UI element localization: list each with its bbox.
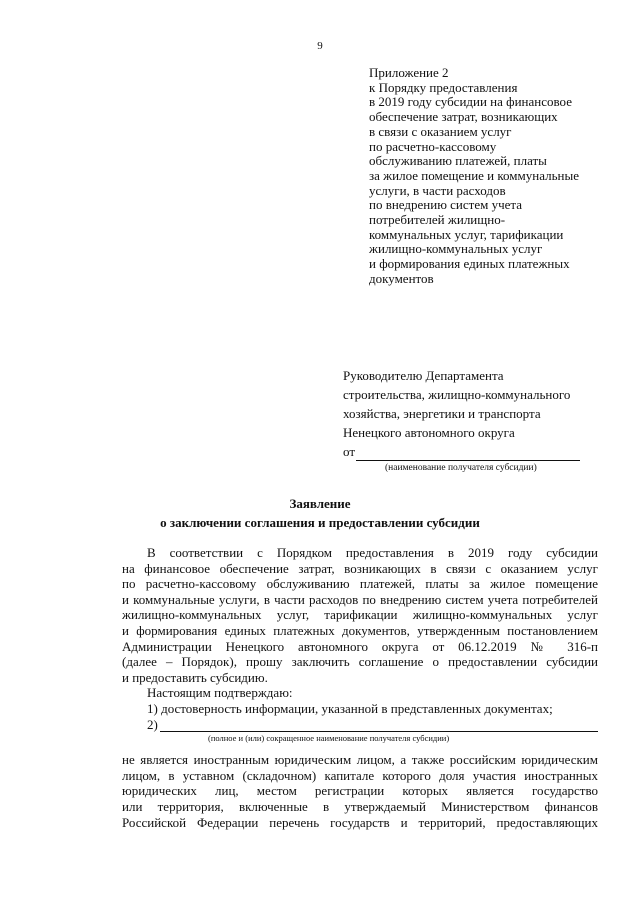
appendix-line: в 2019 году субсидии на финансовое: [369, 94, 572, 110]
appendix-line: Приложение 2: [369, 65, 449, 80]
appendix-line: обеспечение затрат, возникающих: [369, 109, 558, 125]
item-1: 1) достоверность информации, указанной в представленных документах;: [147, 700, 553, 716]
appendix-line: в связи с оказанием услуг: [369, 123, 512, 139]
paragraph-line: Администрации Ненецкого автономного округа от 06.12.2019 № 316-п: [122, 638, 598, 654]
from-caption: (наименование получателя субсидии): [385, 463, 537, 473]
appendix-header: [369, 66, 609, 287]
paragraph-line: и коммунальные услуги, в части расходов по внедрению систем учета потребителей: [122, 591, 598, 607]
from-label: от: [343, 444, 356, 459]
paragraph-line: лицом, в уставном (складочном) капитале которого доля участия иностранных: [122, 767, 598, 783]
addressee-line: Ненецкого автономного округа: [343, 425, 515, 440]
title-line-2: о заключении соглашения и предоставлении субсидии: [160, 515, 480, 530]
paragraph-line: (далее – Порядок), прошу заключить соглашение о предоставлении субсидии: [122, 654, 598, 670]
appendix-line: обслуживанию платежей, платы: [369, 153, 547, 169]
appendix-line: за жилое помещение и коммунальные: [369, 167, 579, 183]
title-line-1: Заявление: [289, 496, 351, 511]
paragraph-line: по расчетно-кассовому обслуживанию платежей, платы за жилое помещение: [122, 576, 598, 592]
appendix-line: потребителей жилищно-: [369, 212, 506, 228]
paragraph-line: и предоставить субсидию.: [122, 669, 268, 685]
appendix-line: жилищно-коммунальных услуг: [369, 241, 543, 257]
paragraph-line: не является иностранным юридическим лицом, а также российским юридическим: [122, 752, 598, 768]
addressee-line: строительства, жилищно-коммунального: [343, 387, 571, 402]
item-2-blank-line[interactable]: [160, 719, 598, 732]
addressee-line: Руководителю Департамента: [343, 368, 504, 383]
addressee-line: хозяйства, энергетики и транспорта: [343, 406, 541, 421]
appendix-line: документов: [369, 270, 434, 286]
page-number: 9: [317, 40, 323, 52]
paragraph-line: В соответствии с Порядком предоставления в 2019 году субсидии: [147, 545, 598, 560]
appendix-line: услуги, в части расходов: [369, 182, 506, 198]
addressee-block: [343, 366, 613, 474]
from-blank-line[interactable]: [356, 446, 580, 461]
paragraph-line: и формирования единых платежных документов, утвержденным постановлением: [122, 622, 598, 638]
item-2-label: 2): [147, 716, 158, 732]
document-title: [0, 494, 640, 532]
appendix-line: к Порядку предоставления: [369, 79, 518, 95]
paragraph-line: Российской Федерации перечень государств и территорий, предоставляющих: [122, 814, 598, 830]
paragraph-line: или территория, включенные в утверждаемый Министерством финансов: [122, 798, 598, 814]
appendix-line: по расчетно-кассовому: [369, 138, 497, 154]
appendix-line: по внедрению систем учета: [369, 197, 523, 213]
confirm-line: Настоящим подтверждаю:: [147, 685, 293, 701]
from-field[interactable]: [343, 442, 613, 461]
appendix-line: и формирования единых платежных: [369, 256, 570, 272]
document-body: [122, 545, 598, 830]
appendix-line: коммунальных услуг, тарификации: [369, 226, 564, 242]
paragraph-line: юридических лиц, местом регистрации которых является государство: [122, 783, 598, 799]
item-2-caption: (полное и (или) сокращенное наименование получателя субсидии): [208, 733, 450, 744]
paragraph-line: жилищно-коммунальных услуг, тарификации жилищно-коммунальных услуг: [122, 607, 598, 623]
item-2-field[interactable]: [122, 717, 598, 733]
paragraph-line: на финансовое обеспечение затрат, возникающих в связи с оказанием услуг: [122, 560, 598, 576]
